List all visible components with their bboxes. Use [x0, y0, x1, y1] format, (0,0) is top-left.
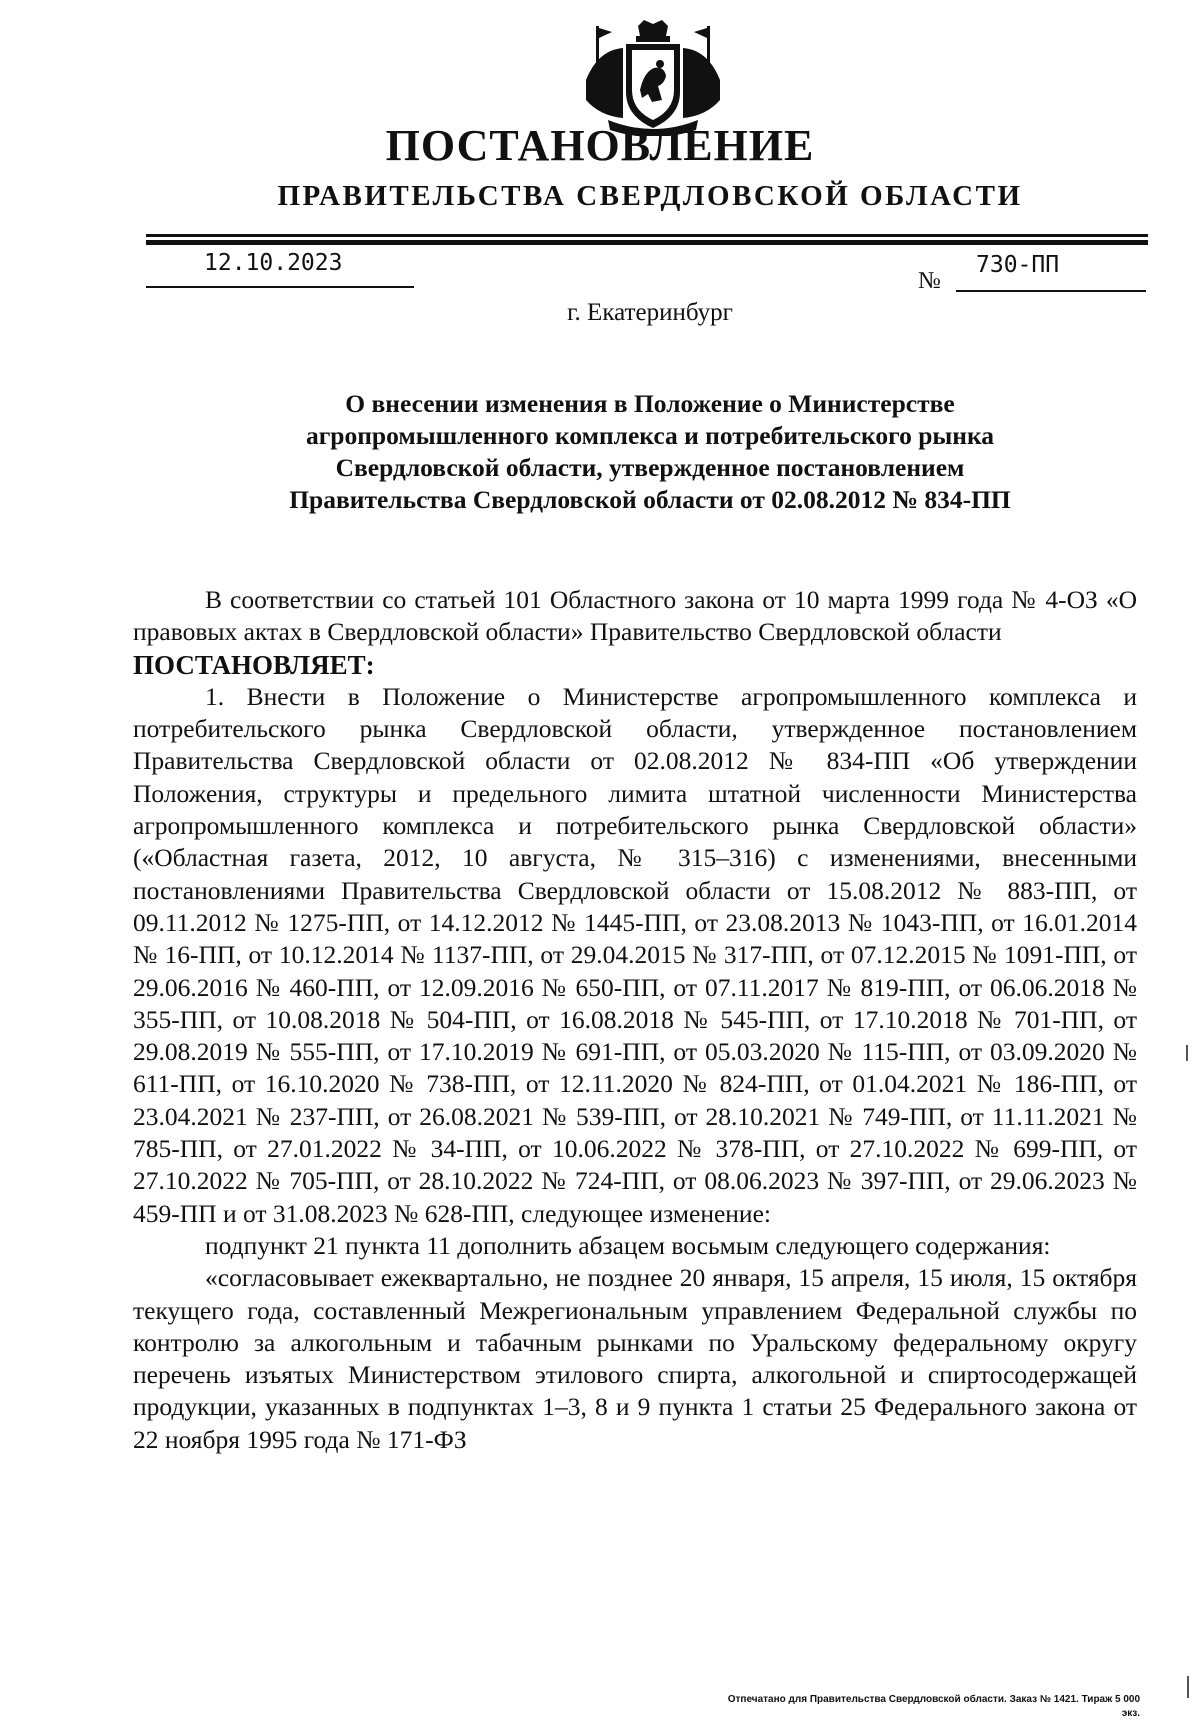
divider-thin-line	[146, 234, 1148, 237]
preamble-paragraph: В соответствии со статьей 101 Областного закона от 10 марта 1999 года № 4-ОЗ «О правовых актах в Свердловской области» Правительство Свердловской области	[133, 585, 1137, 647]
heading-line: агропромышленного комплекса и потребительского рынка	[305, 421, 995, 450]
heading-line: Правительства Свердловской области от 02.08.2012 № 834-ПП	[289, 485, 1011, 514]
document-number: 730-ПП	[976, 252, 1060, 278]
quote-paragraph: «согласовывает ежеквартально, не позднее 20 января, 15 апреля, 15 июля, 15 октября текущего года, составленный Межрегиональным управлением Федеральной службы по контролю за алкогольным и табачным рынками по Уральскому федеральному округу перечень изъятых Министерством этилового спирта, алкогольной и спиртосодержащей продукции, указанных в подпунктах 1–3, 8 и 9 пункта 1 статьи 25 Федерального закона от 22 ноября 1995 года № 171-ФЗ	[133, 1263, 1137, 1454]
header-divider	[146, 234, 1148, 246]
divider-thick-line	[146, 240, 1148, 245]
subitem-paragraph: подпункт 21 пункта 11 дополнить абзацем восьмым следующего содержания:	[205, 1230, 1051, 1260]
document-heading	[150, 388, 1150, 516]
decree-word: ПОСТАНОВЛЯЕТ:	[133, 649, 375, 680]
heading-line: Свердловской области, утвержденное постановлением	[335, 453, 965, 482]
item-1-paragraph: 1. Внести в Положение о Министерстве агропромышленного комплекса и потребительского рынка Свердловской области, утвержденное постановлением Правительства Свердловской области от 02.08.2012 № 834-ПП «Об утверждении Положения, структуры и предельного лимита штатной численности Министерства агропромышленного комплекса и потребительского рынка Свердловской области» («Областная газета, 2012, 10 августа, № 315–316) с изменениями, внесенными постановлениями Правительства Свердловской области от 15.08.2012 № 883-ПП, от 09.11.2012 № 1275-ПП, от 14.12.2012 № 1445-ПП, от 23.08.2013 № 1043-ПП, от 16.01.2014 № 16-ПП, от 10.12.2014 № 1137-ПП, от 29.04.2015 № 317-ПП, от 07.12.2015 № 1091-ПП, от 29.06.2016 № 460-ПП, от 12.09.2016 № 650-ПП, от 07.11.2017 № 819-ПП, от 06.06.2018 № 355-ПП, от 10.08.2018 № 504-ПП, от 16.08.2018 № 545-ПП, от 17.10.2018 № 701-ПП, от 29.08.2019 № 555-ПП, от 17.10.2019 № 691-ПП, от 05.03.2020 № 115-ПП, от 03.09.2020 № 611-ПП, от 16.10.2020 № 738-ПП, от 12.11.2020 № 824-ПП, от 01.04.2021 № 186-ПП, от 23.04.2021 № 237-ПП, от 26.08.2021 № 539-ПП, от 28.10.2021 № 749-ПП, от 11.11.2021 № 785-ПП, от 27.01.2022 № 34-ПП, от 10.06.2022 № 378-ПП, от 27.10.2022 № 699-ПП, от 27.10.2022 № 705-ПП, от 28.10.2022 № 724-ПП, от 08.06.2023 № 397-ПП, от 29.06.2023 № 459-ПП и от 31.08.2023 № 628-ПП, следующее изменение:	[133, 681, 1137, 1228]
document-body	[133, 584, 1137, 1456]
number-sign: №	[918, 268, 941, 294]
heading-line: О внесении изменения в Положение о Министерстве	[345, 389, 955, 418]
document-subtitle: ПРАВИТЕЛЬСТВА СВЕРДЛОВСКОЙ ОБЛАСТИ	[277, 180, 1023, 212]
date-underline	[146, 286, 414, 288]
document-title: ПОСТАНОВЛЕНИЕ	[385, 121, 815, 170]
document-date: 12.10.2023	[204, 250, 343, 276]
number-underline	[956, 290, 1146, 292]
scan-artifact	[1187, 1676, 1189, 1698]
scan-artifact	[1186, 1045, 1188, 1061]
print-note: Отпечатано для Правительства Свердловской области. Заказ № 1421. Тираж 5 000 экз.	[727, 1694, 1140, 1719]
document-city: г. Екатеринбург	[567, 299, 733, 326]
